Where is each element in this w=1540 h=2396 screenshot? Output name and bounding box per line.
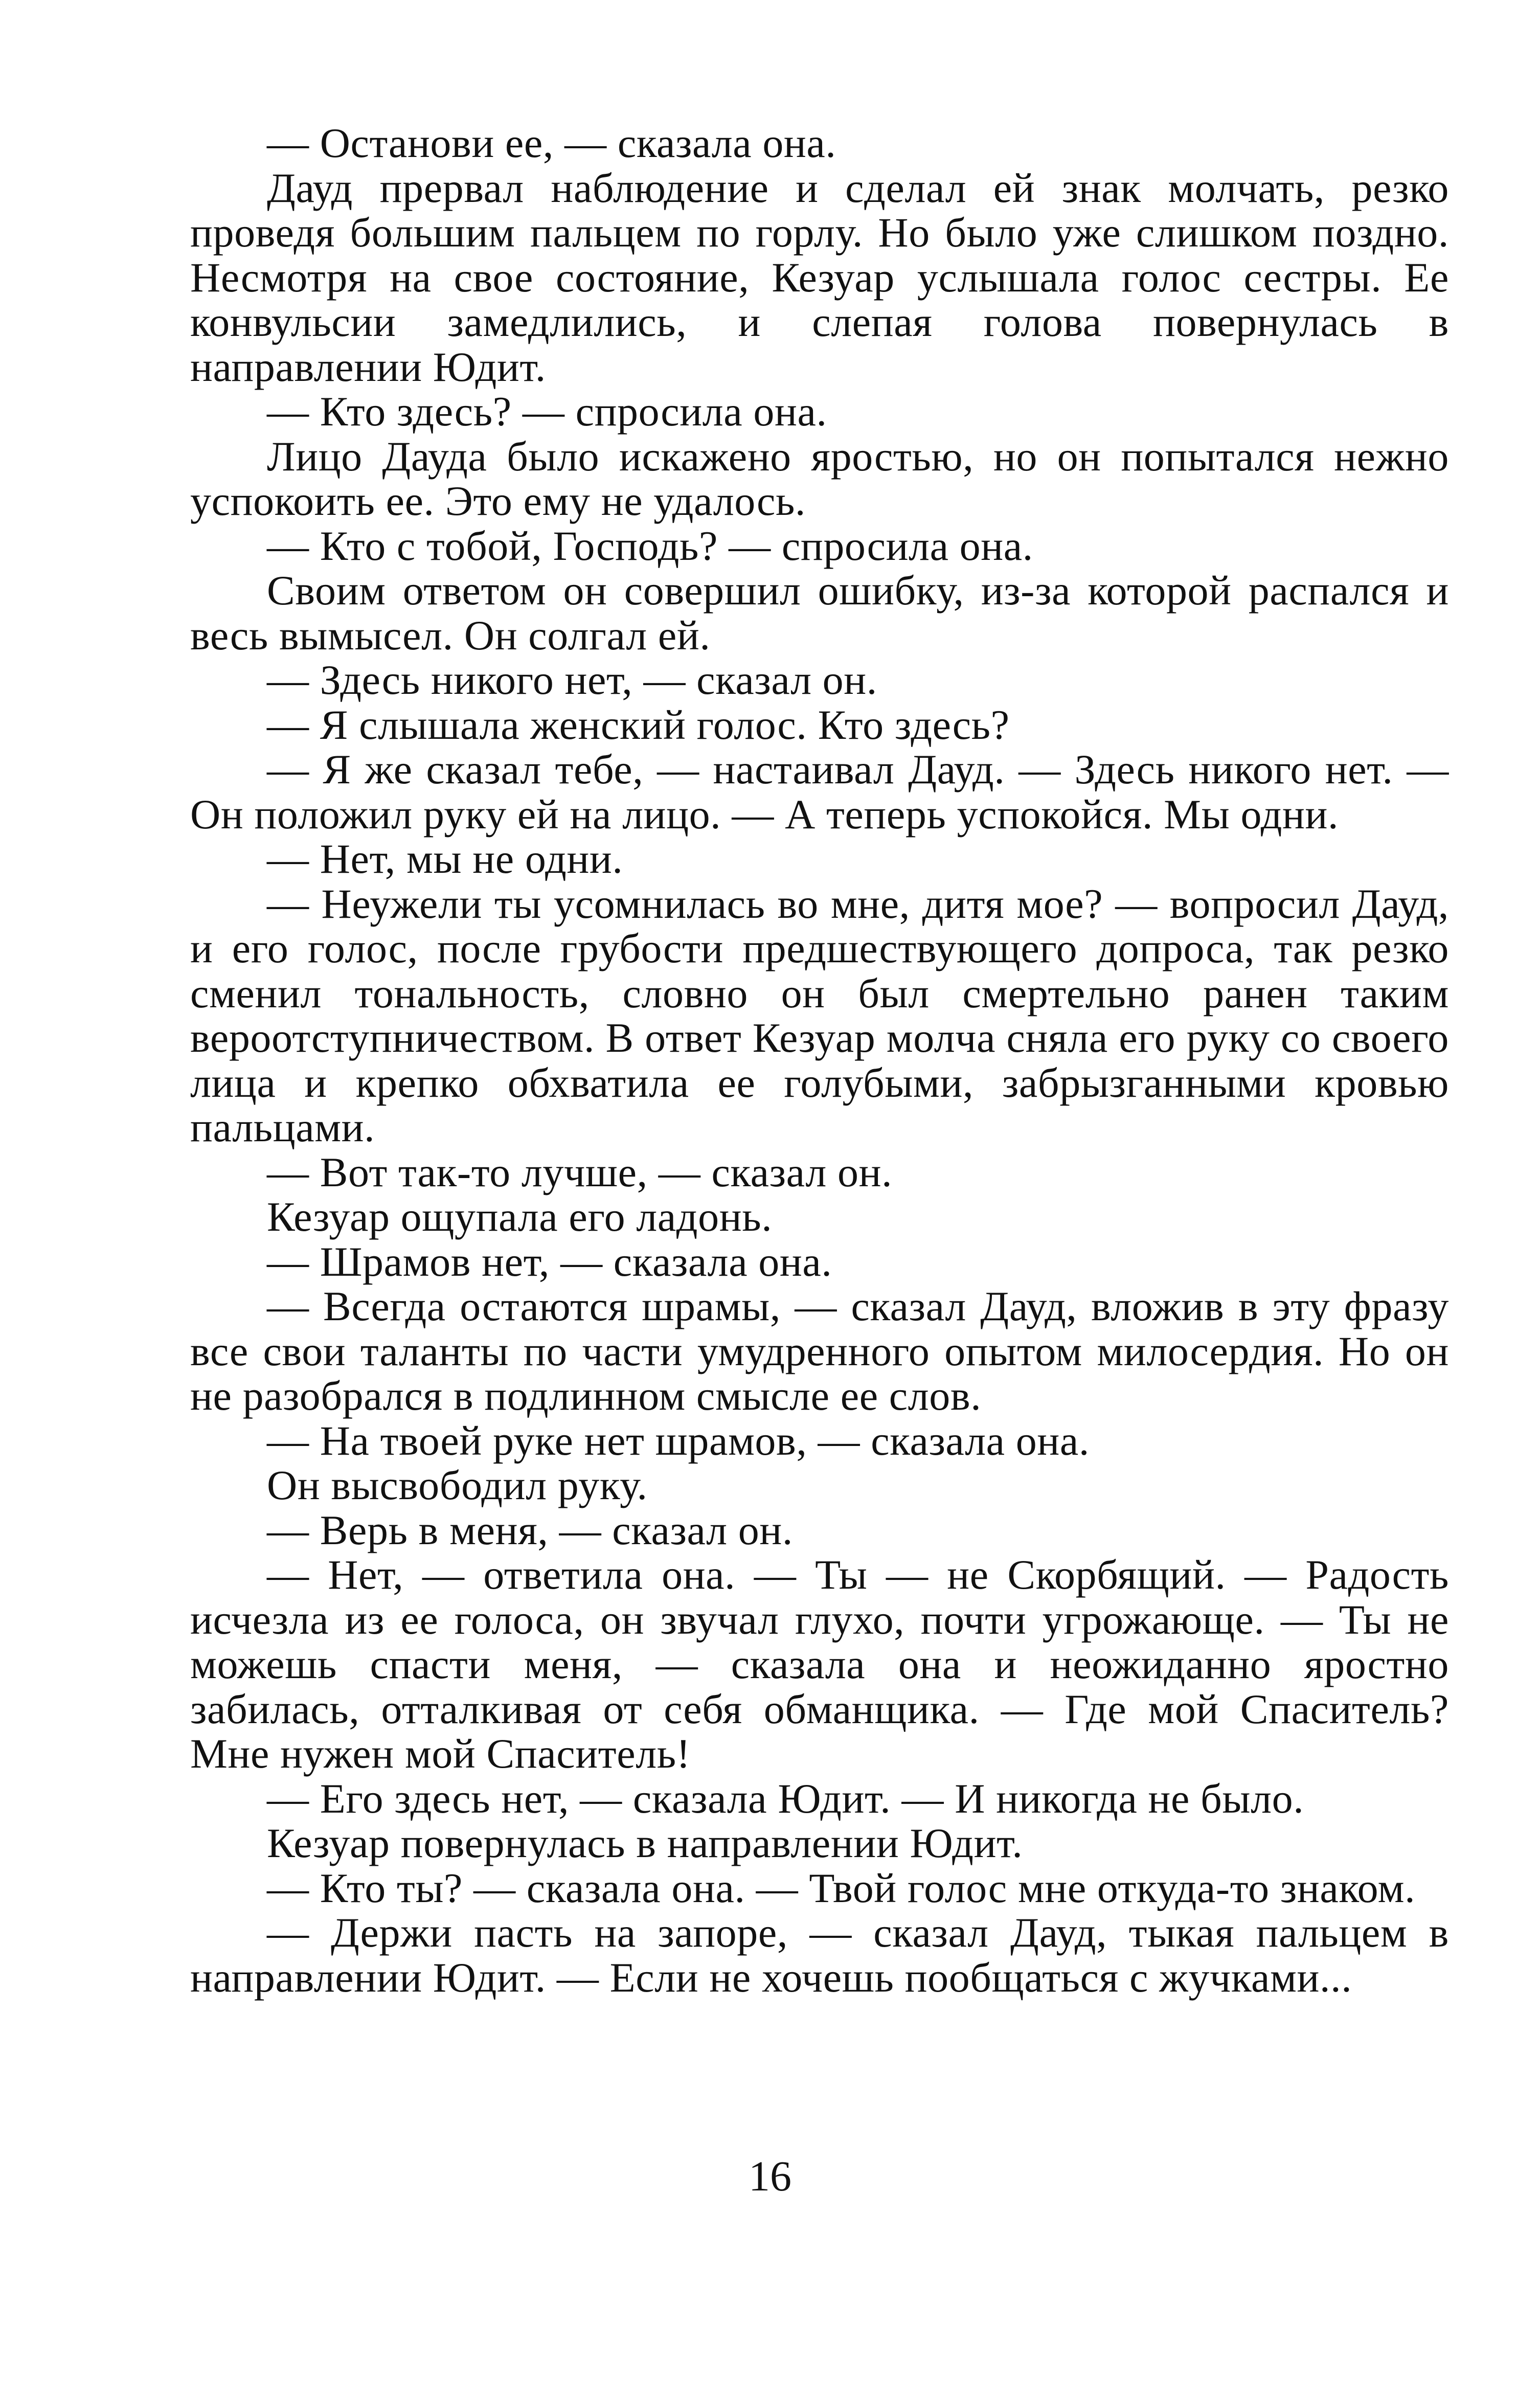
- page-number: 16: [749, 2153, 791, 2200]
- paragraph: — Здесь никого нет, — сказал он.: [267, 657, 877, 703]
- paragraph: Кезуар повернулась в направлении Юдит.: [267, 1820, 1023, 1866]
- paragraph: — Кто ты? — сказала она. — Твой голос мне откуда-то знаком.: [267, 1864, 1416, 1911]
- paragraph: — Я слышала женский голос. Кто здесь?: [267, 701, 1010, 748]
- paragraph: — Нет, — ответила она. — Ты — не Скорбящий. — Радость исчезла из ее голоса, он звучал глухо, почти угрожающе. — Ты не можешь спасти меня, — сказала она и неожиданно яростно забилась, отталкивая от себя обманщика. — Где мой Спаситель? Мне нужен мой Спаситель!: [190, 1551, 1449, 1777]
- page-body-text: [190, 121, 1449, 2000]
- paragraph: Кезуар ощупала его ладонь.: [267, 1193, 773, 1240]
- paragraph: — Верь в меня, — сказал он.: [267, 1506, 793, 1553]
- paragraph: — Останови ее, — сказала она.: [267, 120, 836, 166]
- paragraph: Своим ответом он совершил ошибку, из-за которой распался и весь вымысел. Он солгал ей.: [190, 567, 1449, 659]
- paragraph: — Вот так-то лучше, — сказал он.: [267, 1148, 893, 1195]
- paragraph: — На твоей руке нет шрамов, — сказала она.: [267, 1417, 1090, 1464]
- paragraph: — Я же сказал тебе, — настаивал Дауд. — Здесь никого нет. — Он положил руку ей на лицо. — А теперь успокойся. Мы одни.: [190, 746, 1449, 838]
- paragraph: — Шрамов нет, — сказала она.: [267, 1238, 832, 1285]
- paragraph: Лицо Дауда было искажено яростью, но он попытался нежно успокоить ее. Это ему не удалось.: [190, 433, 1449, 524]
- paragraph: — Держи пасть на запоре, — сказал Дауд, тыкая пальцем в направлении Юдит. — Если не хочешь пообщаться с жучками...: [190, 1909, 1449, 2001]
- paragraph: Дауд прервал наблюдение и сделал ей знак молчать, резко проведя большим пальцем по горлу. Но было уже слишком поздно. Несмотря на свое состояние, Кезуар услышала голос сестры. Ее конвульсии замедлились, и слепая голова повернулась в направлении Юдит.: [190, 164, 1449, 390]
- paragraph: — Кто с тобой, Господь? — спросила она.: [267, 522, 1033, 569]
- paragraph: — Кто здесь? — спросила она.: [267, 388, 827, 435]
- paragraph: — Всегда остаются шрамы, — сказал Дауд, вложив в эту фразу все свои таланты по части умудренного опытом милосердия. Но он не разобрался в подлинном смысле ее слов.: [190, 1283, 1449, 1419]
- paragraph: Он высвободил руку.: [267, 1462, 648, 1508]
- paragraph: — Нет, мы не одни.: [267, 835, 623, 882]
- paragraph: — Неужели ты усомнилась во мне, дитя мое? — вопросил Дауд, и его голос, после грубости предшествующего допроса, так резко сменил тональность, словно он был смертельно ранен таким вероотступничеством. В ответ Кезуар молча сняла его руку со своего лица и крепко обхватила ее голубыми, забрызганными кровью пальцами.: [190, 880, 1449, 1150]
- paragraph: — Его здесь нет, — сказала Юдит. — И никогда не было.: [267, 1775, 1304, 1822]
